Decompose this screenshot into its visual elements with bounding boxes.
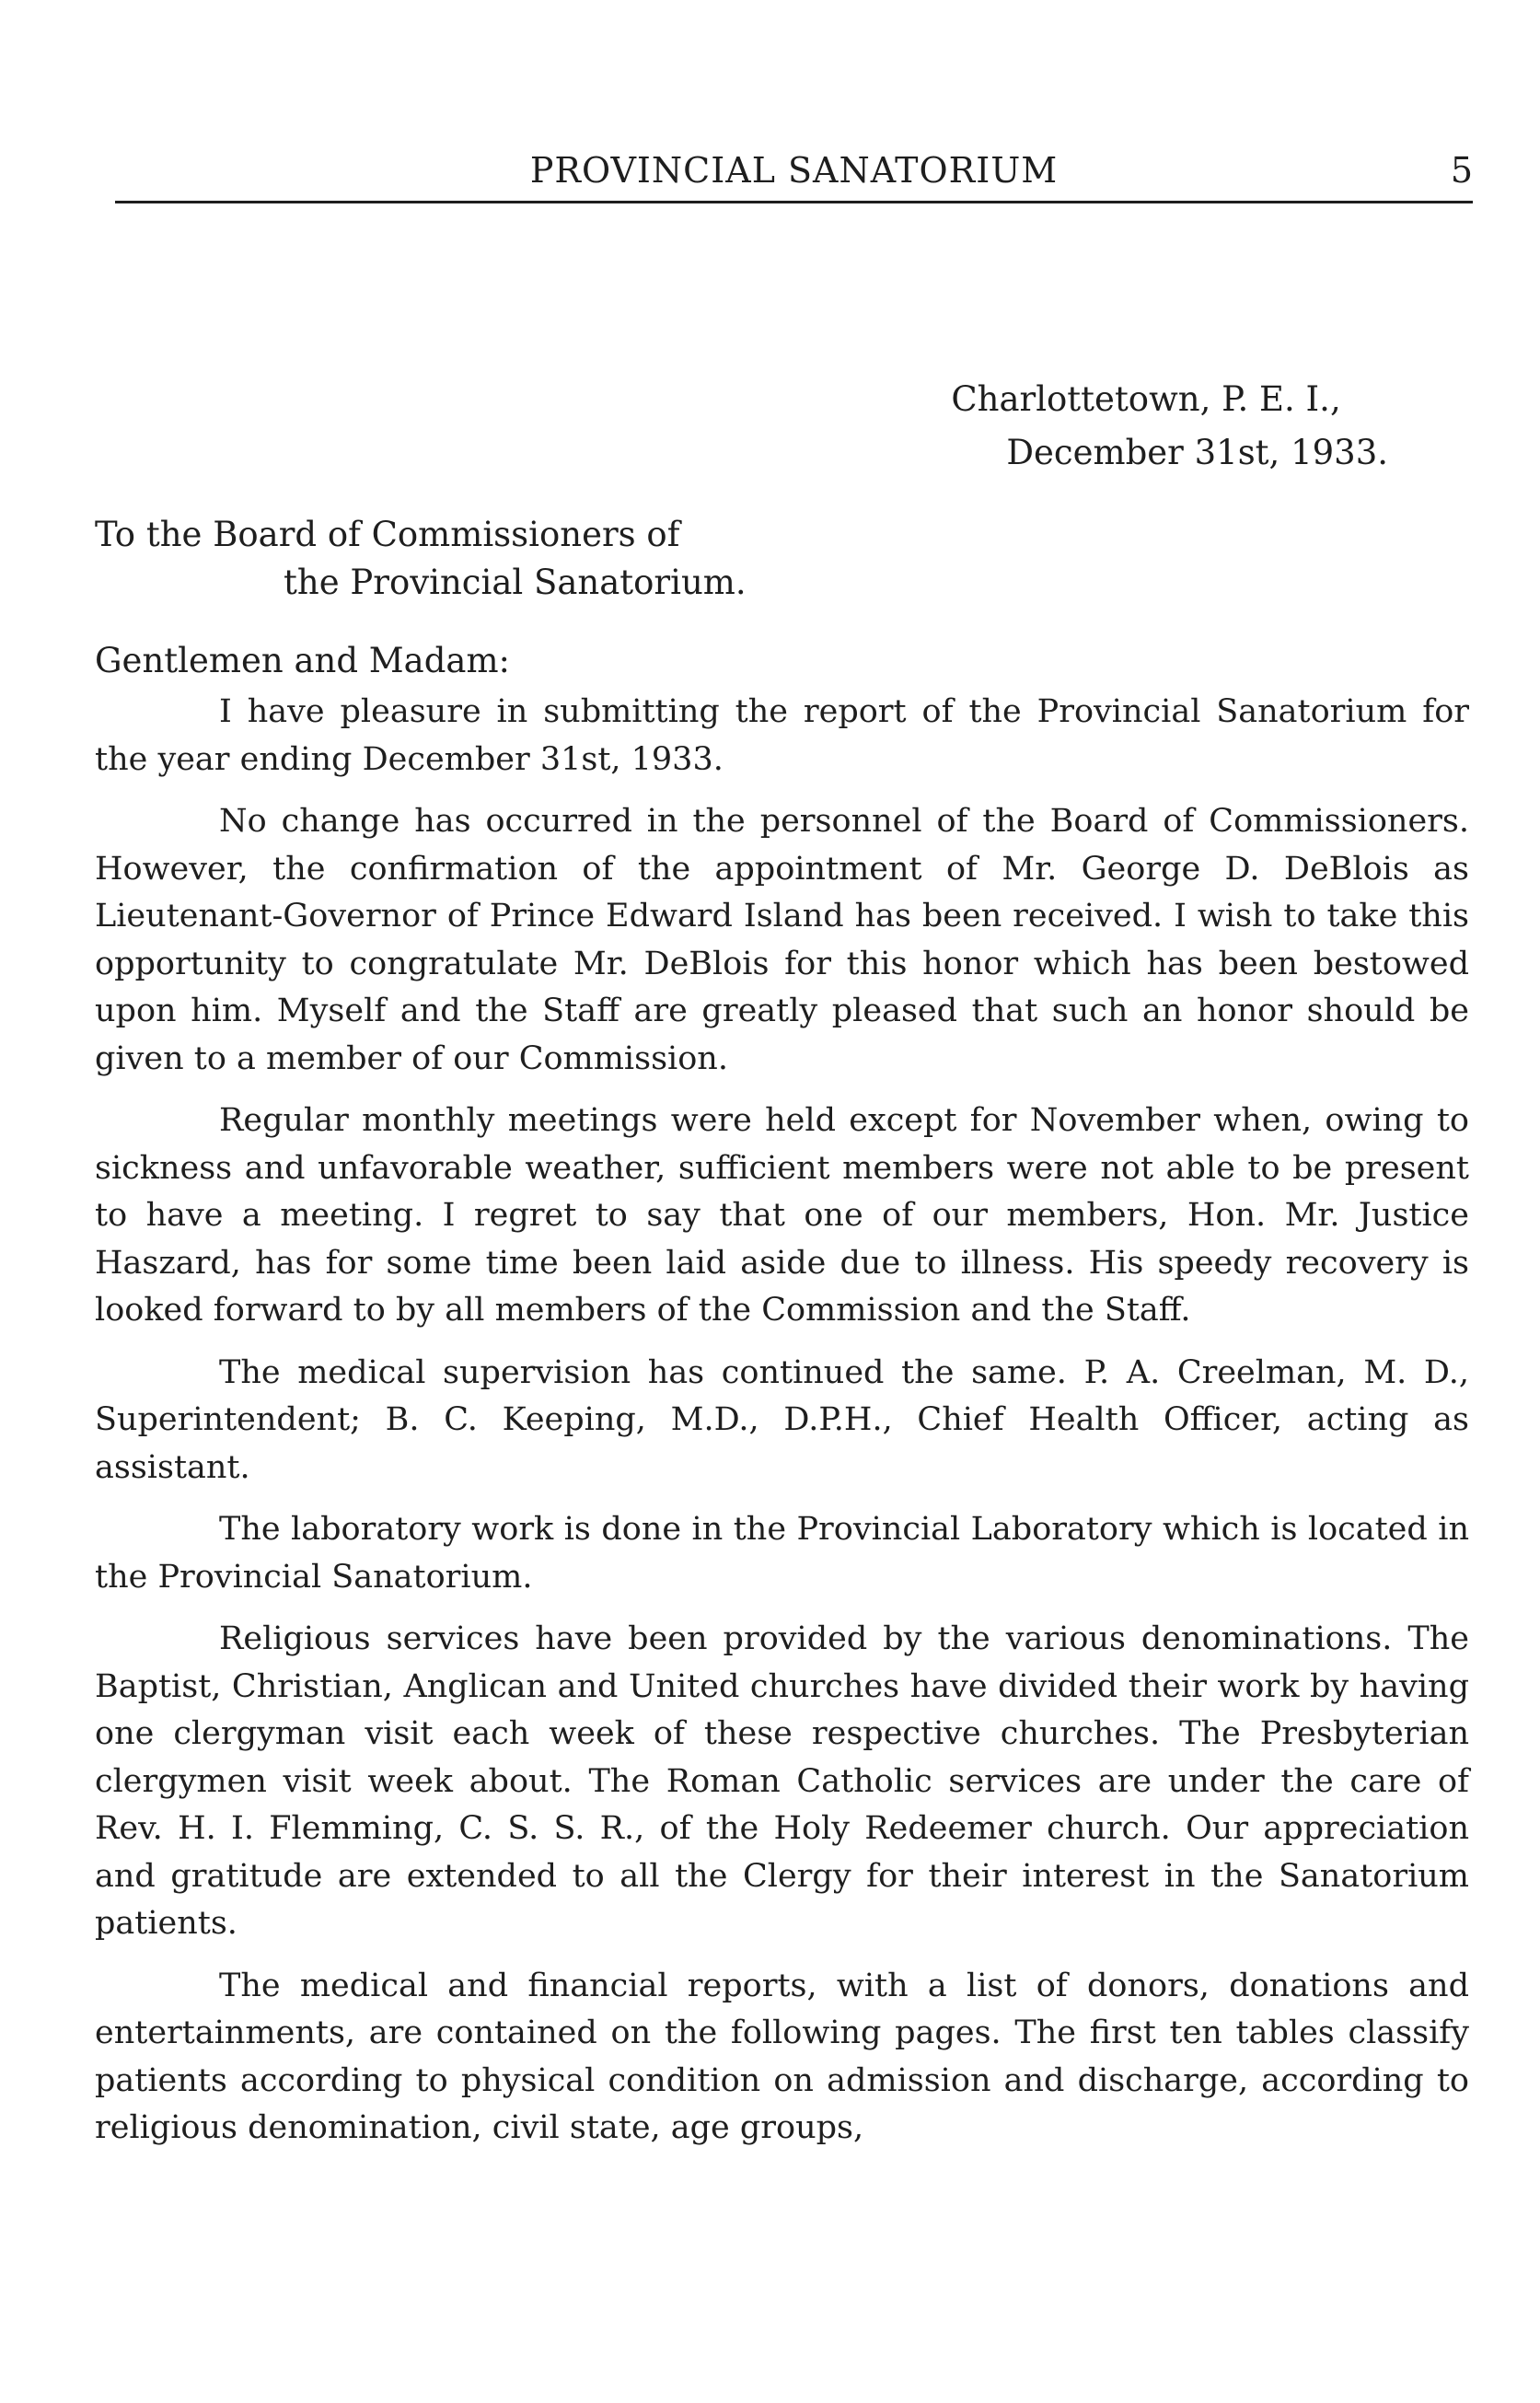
- dateline-place: Charlottetown, P. E. I.,: [951, 379, 1341, 419]
- page-number: 5: [1450, 150, 1473, 191]
- running-title: PROVINCIAL SANATORIUM: [529, 150, 1059, 191]
- address-line-2: the Provincial Sanatorium.: [284, 563, 747, 602]
- paragraph: The laboratory work is done in the Provincial Laboratory which is located in the Provincial Sanatorium.: [95, 1511, 1469, 1596]
- running-head: [115, 147, 1473, 193]
- paragraph: Religious services have been provided by the various denominations. The Baptist, Christian, Anglican and United churches have divided their work by having one clergyman visit each week of these respective churches. The Presbyterian clergymen visit week about. The Roman Catholic services are under the care of Rev. H. I. Flemming, C. S. S. R., of the Holy Redeemer church. Our appreciation and gratitude are extended to all the Clergy for their interest in the Sanatorium patients.: [95, 1620, 1469, 1942]
- header-rule: [115, 201, 1473, 203]
- salutation: Gentlemen and Madam:: [95, 641, 511, 680]
- paragraph: I have pleasure in submitting the report of the Provincial Sanatorium for the year ending December 31st, 1933.: [95, 693, 1469, 778]
- paragraph: No change has occurred in the personnel of the Board of Commissioners. However, the confirmation of the appointment of Mr. George D. DeBlois as Lieutenant-Governor of Prince Edward Island has been received. I wish to take this opportunity to congratulate Mr. DeBlois for this honor which has been bestowed upon him. Myself and the Staff are greatly pleased that such an honor should be given to a member of our Commission.: [95, 803, 1469, 1077]
- paragraph: The medical supervision has continued the same. P. A. Creelman, M. D., Superintendent; B. C. Keeping, M.D., D.P.H., Chief Health Officer, acting as assistant.: [95, 1353, 1469, 1486]
- paragraph: Regular monthly meetings were held except for November when, owing to sickness and unfavorable weather, sufficient members were not able to be present to have a meeting. I regret to say that one of our members, Hon. Mr. Justice Haszard, has for some time been laid aside due to illness. His speedy recovery is looked forward to by all members of the Commission and the Staff.: [95, 1102, 1469, 1329]
- address-line-1: To the Board of Commissioners of: [95, 515, 680, 554]
- paragraph: The medical and financial reports, with a list of donors, donations and entertainments, are contained on the following pages. The first ten tables classify patients according to physical condition on admission and discharge, according to religious denomination, civil state, age groups,: [95, 1967, 1469, 2146]
- dateline-date: December 31st, 1933.: [1006, 433, 1388, 472]
- inside-address: [95, 511, 747, 607]
- dateline: [951, 373, 1388, 480]
- letter-body: [95, 689, 1469, 2153]
